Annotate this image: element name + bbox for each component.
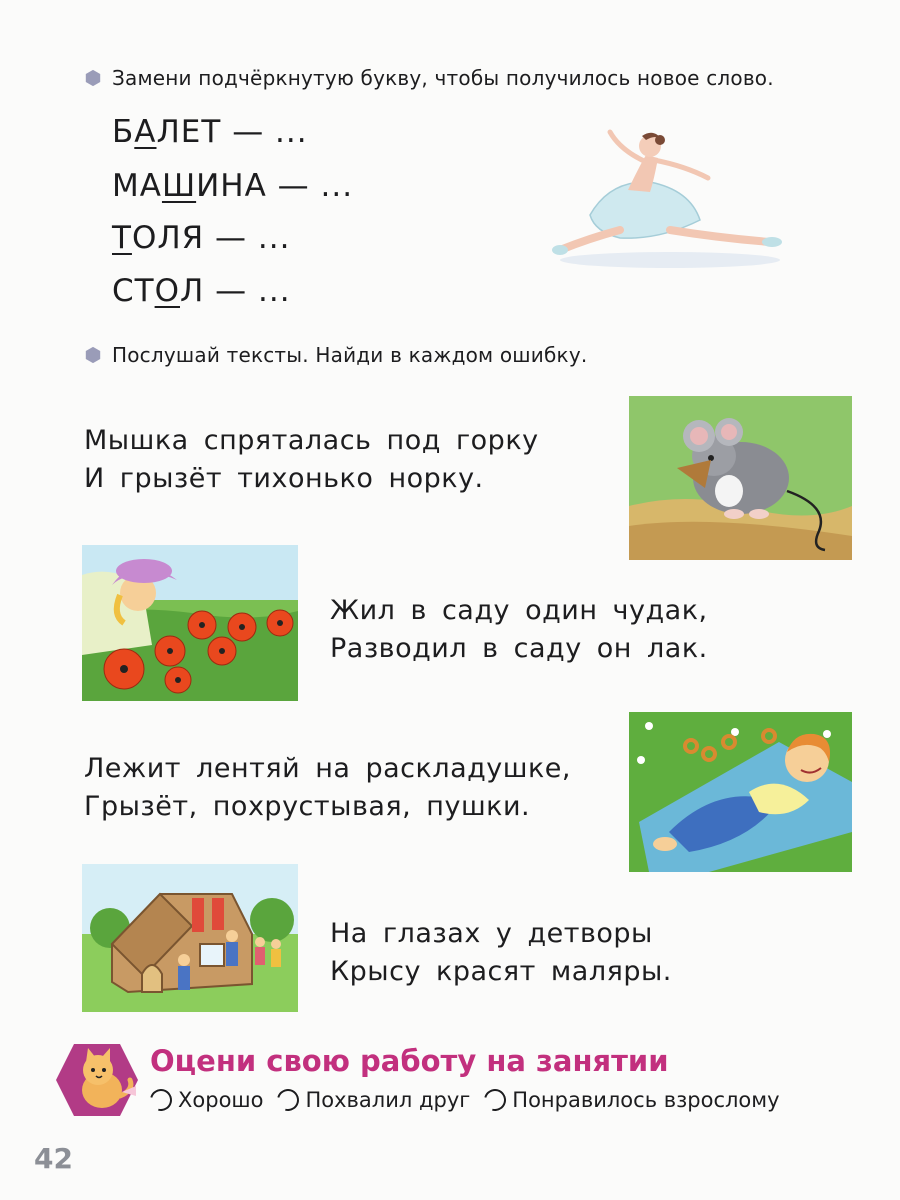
poem-line: На глазах у детворы	[330, 918, 653, 949]
task-2-text: Послушай тексты. Найди в каждом ошибку.	[112, 343, 588, 367]
word-stol	[112, 273, 291, 309]
assessment-title: Оцени свою работу на занятии	[150, 1044, 669, 1078]
poem-line: И грызёт тихонько норку.	[84, 463, 484, 494]
task-1-instruction	[84, 66, 774, 90]
hexagon-bullet-icon	[84, 69, 102, 87]
option-friend-praised[interactable]	[277, 1088, 470, 1112]
poem-line: Разводил в саду он лак.	[330, 633, 708, 664]
word-mashina	[112, 168, 353, 204]
word-balet	[112, 114, 308, 150]
hexagon-bullet-icon	[84, 346, 102, 364]
option-label: Понравилось взрослому	[512, 1088, 780, 1112]
word-part: ЛЕТ	[156, 114, 222, 150]
word-tolya	[112, 220, 290, 256]
poem-painters	[330, 915, 672, 991]
option-good[interactable]	[150, 1088, 263, 1112]
word-part: СТ	[112, 273, 155, 309]
page-number: 42	[34, 1142, 73, 1175]
lazy-boy-illustration	[629, 712, 852, 872]
word-part: ОЛЯ	[131, 220, 205, 256]
underlined-letter: Ш	[161, 168, 197, 204]
underlined-letter: О	[154, 273, 180, 309]
poem-line: Крысу красят маляры.	[330, 956, 672, 987]
poppies-illustration	[82, 545, 298, 701]
radio-circle-icon[interactable]	[480, 1085, 510, 1115]
task-1-text: Замени подчёркнутую букву, чтобы получилось новое слово.	[112, 66, 774, 90]
assessment-options	[150, 1088, 794, 1112]
word-part: Б	[112, 114, 135, 150]
poem-line: Мышка спряталась под горку	[84, 425, 539, 456]
option-adult-liked[interactable]	[484, 1088, 779, 1112]
cat-hexagon-badge	[52, 1040, 142, 1124]
painters-house-illustration	[82, 864, 298, 1012]
poem-lazy	[84, 750, 571, 826]
word-part: ИНА	[196, 168, 267, 204]
mouse-illustration	[629, 396, 852, 560]
radio-circle-icon[interactable]	[273, 1085, 303, 1115]
poem-line: Грызёт, похрустывая, пушки.	[84, 791, 531, 822]
ballerina-illustration	[550, 120, 800, 270]
radio-circle-icon[interactable]	[146, 1085, 176, 1115]
word-part: МА	[112, 168, 162, 204]
word-tail: — ...	[221, 114, 308, 150]
word-tail: — ...	[204, 273, 291, 309]
option-label: Хорошо	[178, 1088, 264, 1112]
word-tail: — ...	[266, 168, 354, 204]
word-part: Л	[180, 273, 205, 309]
underlined-letter: А	[134, 114, 157, 150]
option-label: Похвалил друг	[305, 1088, 471, 1112]
poem-line: Лежит лентяй на раскладушке,	[84, 753, 571, 784]
task-2-instruction	[84, 343, 587, 367]
word-tail: — ...	[204, 220, 291, 256]
poem-line: Жил в саду один чудак,	[330, 595, 708, 626]
poem-mouse	[84, 422, 539, 498]
underlined-letter: Т	[112, 220, 132, 256]
poem-garden	[330, 592, 708, 668]
